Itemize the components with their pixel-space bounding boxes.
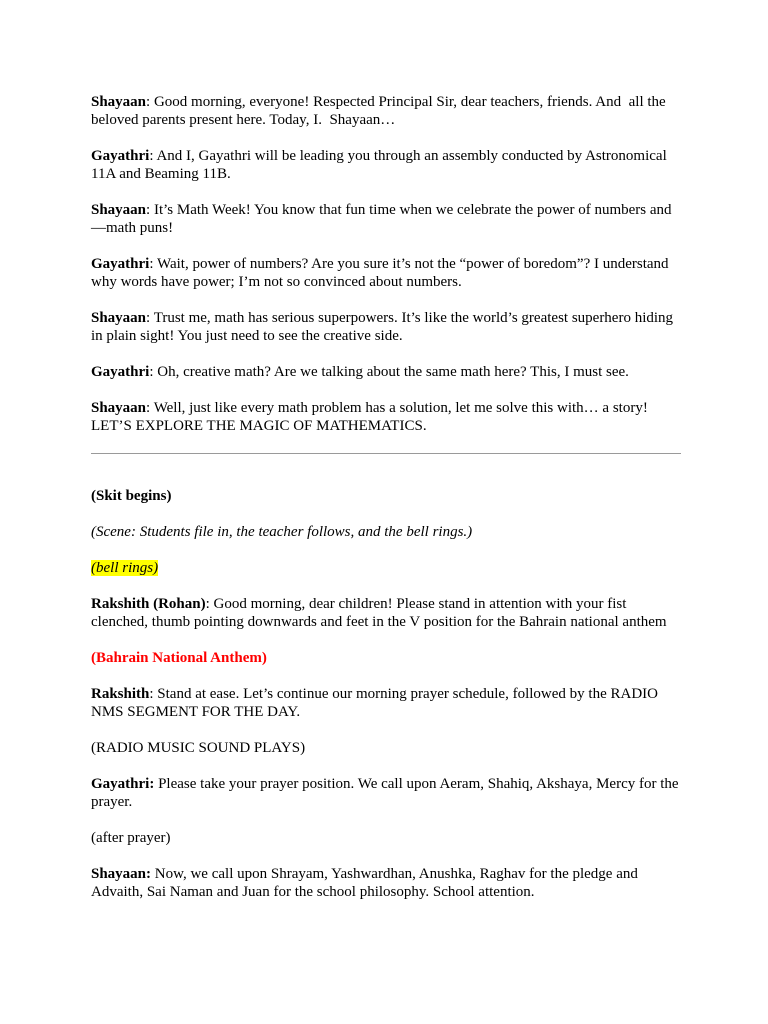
speaker-name: Rakshith (Rohan): [91, 596, 206, 612]
dialogue-text: Good morning, everyone! Respected Principal Sir, dear teachers, friends. And all the beloved parents present here. Today, I. Shayaan…: [91, 94, 670, 128]
separator: :: [146, 94, 154, 110]
dialogue-line-shayaan: [91, 399, 681, 435]
dialogue-line-shayaan: [91, 93, 681, 129]
bell-cue: [91, 559, 681, 577]
dialogue-text: Oh, creative math? Are we talking about the same math here? This, I must see.: [157, 364, 629, 380]
dialogue-line-gayathri: [91, 147, 681, 183]
dialogue-text: Good morning, dear children! Please stand in attention with your fist clenched, thumb pointing downwards and feet in the V position for the Bahrain national anthem: [91, 596, 667, 630]
horizontal-divider: [91, 453, 681, 454]
anthem-cue: (Bahrain National Anthem): [91, 650, 267, 666]
speaker-name: Gayathri: [91, 256, 150, 272]
speaker-name: Shayaan: [91, 94, 147, 110]
dialogue-line-rakshith: [91, 685, 681, 721]
separator: :: [149, 686, 158, 702]
highlighted-stage-direction: (bell rings): [91, 560, 159, 576]
skit-heading-text: (Skit begins): [91, 488, 172, 504]
radio-cue: (RADIO MUSIC SOUND PLAYS): [91, 740, 306, 756]
speaker-name: Shayaan: [91, 400, 147, 416]
speaker-name: Rakshith: [91, 686, 150, 702]
scene-direction: (Scene: Students file in, the teacher follows, and the bell rings.): [91, 524, 473, 540]
dialogue-line-gayathri: [91, 255, 681, 291]
speaker-name: Shayaan:: [91, 866, 152, 882]
dialogue-text: Well, just like every math problem has a solution, let me solve this with… a story! LET’S EXPLORE THE MAGIC OF MATHEMATICS.: [91, 400, 652, 434]
dialogue-line-gayathri: [91, 775, 681, 811]
separator: :: [146, 202, 154, 218]
separator: :: [149, 364, 158, 380]
dialogue-line-rakshith-rohan: [91, 595, 681, 631]
separator: :: [205, 596, 214, 612]
speaker-name: Gayathri:: [91, 776, 155, 792]
dialogue-line-shayaan: [91, 309, 681, 345]
separator: :: [149, 148, 157, 164]
separator: :: [146, 310, 154, 326]
dialogue-line-shayaan: [91, 201, 681, 237]
dialogue-line-gayathri: [91, 363, 681, 381]
separator: :: [149, 256, 157, 272]
dialogue-text: Wait, power of numbers? Are you sure it’s not the “power of boredom”? I understand why words have power; I’m not so convinced about numbers.: [91, 256, 673, 290]
dialogue-line-shayaan: [91, 865, 681, 901]
speaker-name: Gayathri: [91, 364, 150, 380]
dialogue-text: And I, Gayathri will be leading you through an assembly conducted by Astronomical 11A and Beaming 11B.: [91, 148, 671, 182]
after-prayer-cue: (after prayer): [91, 830, 171, 846]
dialogue-text: Trust me, math has serious superpowers. It’s like the world’s greatest superhero hiding in plain sight! You just need to see the creative side.: [91, 310, 677, 344]
dialogue-text: Please take your prayer position. We call upon Aeram, Shahiq, Akshaya, Mercy for the prayer.: [91, 776, 683, 810]
document-page: [91, 93, 681, 919]
dialogue-text: Now, we call upon Shrayam, Yashwardhan, Anushka, Raghav for the pledge and Advaith, Sai Naman and Juan for the school philosophy. School attention.: [91, 866, 641, 900]
speaker-name: Shayaan: [91, 202, 147, 218]
dialogue-text: It’s Math Week! You know that fun time when we celebrate the power of numbers and—math puns!: [91, 202, 672, 236]
separator: :: [146, 400, 154, 416]
speaker-name: Shayaan: [91, 310, 147, 326]
dialogue-text: Stand at ease. Let’s continue our morning prayer schedule, followed by the RADIO NMS SEGMENT FOR THE DAY.: [91, 686, 662, 720]
skit-heading: [91, 487, 681, 505]
speaker-name: Gayathri: [91, 148, 150, 164]
